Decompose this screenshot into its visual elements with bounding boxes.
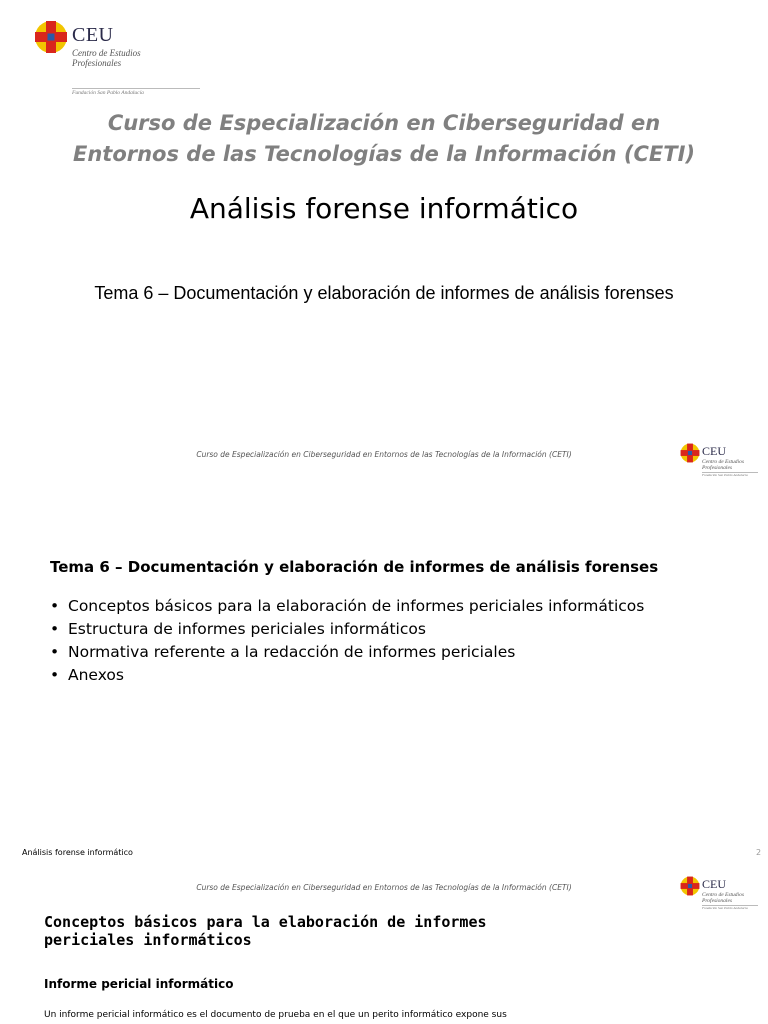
slide3-course-header: Curso de Especialización en Ciberseguridad en Entornos de las Tecnologías de la Información (CETI) bbox=[196, 883, 572, 892]
logo-subtitle: Centro de Estudios Profesionales bbox=[702, 459, 744, 471]
tema-subtitle: Tema 6 – Documentación y elaboración de informes de análisis forenses bbox=[94, 283, 674, 303]
logo-subtitle: Centro de Estudios Profesionales bbox=[702, 892, 744, 904]
slide2-course-header: Curso de Especialización en Ciberseguridad en Entornos de las Tecnologías de la Información (CETI) bbox=[196, 450, 572, 459]
slide2-heading: Tema 6 – Documentación y elaboración de informes de análisis forenses bbox=[50, 558, 659, 576]
list-item: • Estructura de informes periciales informáticos bbox=[50, 618, 644, 641]
logo-divider bbox=[72, 88, 200, 89]
slide3-heading: Conceptos básicos para la elaboración de informes periciales informáticos bbox=[44, 913, 487, 949]
list-item: • Conceptos básicos para la elaboración de informes periciales informáticos bbox=[50, 595, 644, 618]
course-title: Curso de Especialización en Ciberseguridad en Entornos de las Tecnologías de la Información (CETI) bbox=[72, 111, 696, 166]
slide3-body-text: Un informe pericial informático es el documento de prueba en el que un perito informático expone sus bbox=[44, 1010, 507, 1020]
slide2-ceu-logo bbox=[680, 443, 762, 483]
logo-foundation: Fundación San Pablo Andalucía bbox=[72, 90, 144, 96]
slide2-bullet-list bbox=[50, 595, 644, 687]
list-item: • Anexos bbox=[50, 664, 644, 687]
ceu-cross-icon bbox=[680, 876, 700, 896]
logo-wordmark: CEU bbox=[702, 877, 726, 891]
slide3-subheading: Informe pericial informático bbox=[44, 977, 234, 991]
logo-foundation: Fundación San Pablo Andalucía bbox=[702, 906, 748, 910]
list-item: • Normativa referente a la redacción de informes periciales bbox=[50, 641, 644, 664]
logo-wordmark: CEU bbox=[702, 444, 726, 458]
slide2-footer-title: Análisis forense informático bbox=[22, 848, 133, 857]
slide2-page-number: 2 bbox=[756, 848, 762, 857]
ceu-cross-icon bbox=[680, 443, 700, 463]
logo-subtitle: Centro de Estudios Profesionales bbox=[72, 48, 141, 68]
logo-foundation: Fundación San Pablo Andalucía bbox=[702, 473, 748, 477]
logo-wordmark: CEU bbox=[72, 24, 114, 46]
ceu-cross-icon bbox=[34, 20, 68, 54]
slide3-ceu-logo bbox=[680, 876, 762, 916]
ceu-logo bbox=[34, 20, 174, 96]
main-title: Análisis forense informático bbox=[189, 192, 579, 225]
